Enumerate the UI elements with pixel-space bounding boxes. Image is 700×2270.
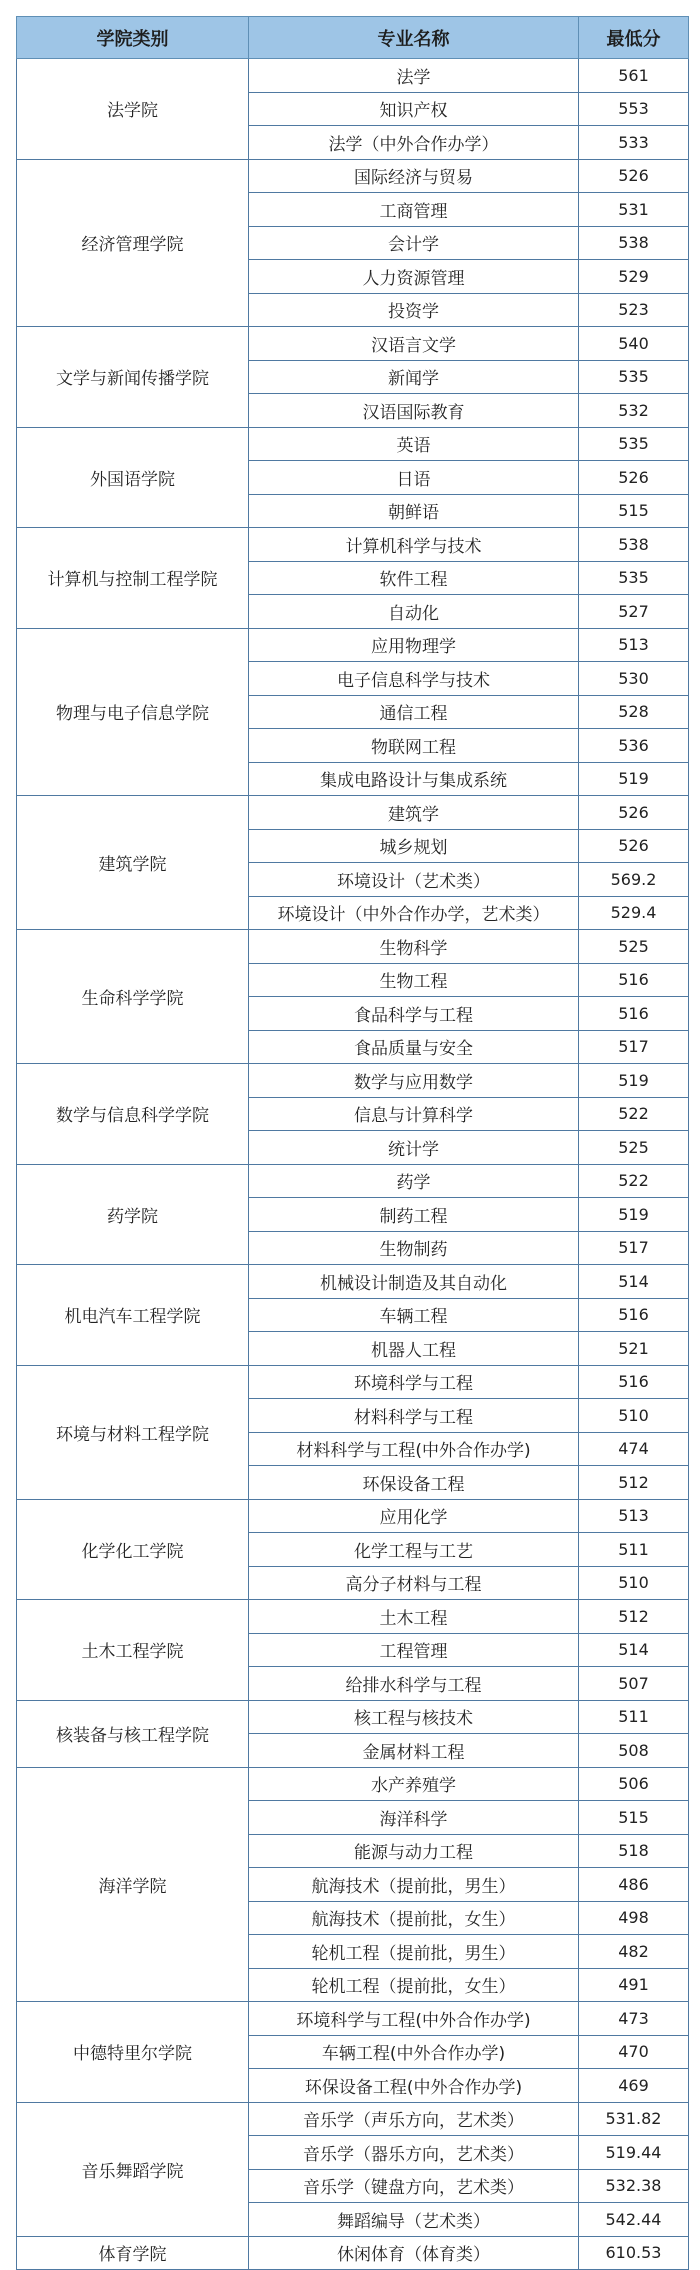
min-score-cell: 506 [579, 1767, 689, 1801]
min-score-cell: 515 [579, 494, 689, 528]
min-score-cell: 533 [579, 126, 689, 160]
min-score-cell: 498 [579, 1901, 689, 1935]
min-score-cell: 535 [579, 427, 689, 461]
major-cell: 环境科学与工程 [249, 1365, 579, 1399]
major-cell: 制药工程 [249, 1198, 579, 1232]
major-cell: 法学（中外合作办学） [249, 126, 579, 160]
major-cell: 应用物理学 [249, 628, 579, 662]
table-row [17, 59, 689, 93]
min-score-cell: 530 [579, 662, 689, 696]
min-score-cell: 512 [579, 1466, 689, 1500]
min-score-cell: 526 [579, 159, 689, 193]
major-cell: 会计学 [249, 226, 579, 260]
college-cell: 化学化工学院 [17, 1499, 249, 1600]
header-college: 学院类别 [17, 17, 249, 59]
min-score-cell: 491 [579, 1968, 689, 2002]
table-row [17, 2236, 689, 2270]
major-cell: 材料科学与工程(中外合作办学) [249, 1432, 579, 1466]
major-cell: 英语 [249, 427, 579, 461]
admission-scores-table-wrapper [16, 16, 689, 2270]
min-score-cell: 518 [579, 1834, 689, 1868]
table-row [17, 427, 689, 461]
major-cell: 自动化 [249, 595, 579, 629]
major-cell: 金属材料工程 [249, 1734, 579, 1768]
major-cell: 集成电路设计与集成系统 [249, 762, 579, 796]
min-score-cell: 516 [579, 997, 689, 1031]
major-cell: 新闻学 [249, 360, 579, 394]
min-score-cell: 474 [579, 1432, 689, 1466]
min-score-cell: 469 [579, 2069, 689, 2103]
college-cell: 环境与材料工程学院 [17, 1365, 249, 1499]
major-cell: 法学 [249, 59, 579, 93]
college-cell: 建筑学院 [17, 796, 249, 930]
min-score-cell: 526 [579, 796, 689, 830]
college-cell: 海洋学院 [17, 1767, 249, 2002]
major-cell: 统计学 [249, 1131, 579, 1165]
major-cell: 航海技术（提前批，女生） [249, 1901, 579, 1935]
major-cell: 水产养殖学 [249, 1767, 579, 1801]
major-cell: 环保设备工程 [249, 1466, 579, 1500]
college-cell: 生命科学学院 [17, 930, 249, 1064]
table-row [17, 1600, 689, 1634]
major-cell: 药学 [249, 1164, 579, 1198]
table-row [17, 1365, 689, 1399]
major-cell: 知识产权 [249, 92, 579, 126]
major-cell: 汉语国际教育 [249, 394, 579, 428]
major-cell: 高分子材料与工程 [249, 1566, 579, 1600]
major-cell: 能源与动力工程 [249, 1834, 579, 1868]
min-score-cell: 531.82 [579, 2102, 689, 2136]
min-score-cell: 515 [579, 1801, 689, 1835]
major-cell: 建筑学 [249, 796, 579, 830]
major-cell: 环境设计（中外合作办学，艺术类） [249, 896, 579, 930]
min-score-cell: 510 [579, 1399, 689, 1433]
min-score-cell: 507 [579, 1667, 689, 1701]
major-cell: 计算机科学与技术 [249, 528, 579, 562]
major-cell: 轮机工程（提前批，女生） [249, 1968, 579, 2002]
min-score-cell: 473 [579, 2002, 689, 2036]
table-header [17, 17, 689, 59]
min-score-cell: 525 [579, 1131, 689, 1165]
min-score-cell: 511 [579, 1533, 689, 1567]
college-cell: 外国语学院 [17, 427, 249, 528]
min-score-cell: 517 [579, 1231, 689, 1265]
min-score-cell: 510 [579, 1566, 689, 1600]
min-score-cell: 553 [579, 92, 689, 126]
min-score-cell: 529.4 [579, 896, 689, 930]
major-cell: 投资学 [249, 293, 579, 327]
min-score-cell: 514 [579, 1633, 689, 1667]
major-cell: 汉语言文学 [249, 327, 579, 361]
table-row [17, 796, 689, 830]
major-cell: 生物工程 [249, 963, 579, 997]
table-body [17, 59, 689, 2270]
min-score-cell: 519 [579, 762, 689, 796]
min-score-cell: 516 [579, 963, 689, 997]
min-score-cell: 527 [579, 595, 689, 629]
min-score-cell: 522 [579, 1097, 689, 1131]
major-cell: 航海技术（提前批，男生） [249, 1868, 579, 1902]
min-score-cell: 538 [579, 226, 689, 260]
major-cell: 土木工程 [249, 1600, 579, 1634]
min-score-cell: 536 [579, 729, 689, 763]
major-cell: 环境设计（艺术类） [249, 863, 579, 897]
college-cell: 机电汽车工程学院 [17, 1265, 249, 1366]
min-score-cell: 513 [579, 1499, 689, 1533]
table-row [17, 628, 689, 662]
major-cell: 车辆工程 [249, 1298, 579, 1332]
table-row [17, 1700, 689, 1734]
major-cell: 音乐学（键盘方向，艺术类） [249, 2169, 579, 2203]
major-cell: 生物科学 [249, 930, 579, 964]
min-score-cell: 519 [579, 1198, 689, 1232]
major-cell: 核工程与核技术 [249, 1700, 579, 1734]
table-row [17, 1265, 689, 1299]
min-score-cell: 482 [579, 1935, 689, 1969]
min-score-cell: 610.53 [579, 2236, 689, 2270]
major-cell: 数学与应用数学 [249, 1064, 579, 1098]
header-row [17, 17, 689, 59]
major-cell: 食品科学与工程 [249, 997, 579, 1031]
major-cell: 应用化学 [249, 1499, 579, 1533]
college-cell: 物理与电子信息学院 [17, 628, 249, 796]
min-score-cell: 516 [579, 1298, 689, 1332]
college-cell: 音乐舞蹈学院 [17, 2102, 249, 2236]
table-row [17, 1064, 689, 1098]
min-score-cell: 516 [579, 1365, 689, 1399]
college-cell: 计算机与控制工程学院 [17, 528, 249, 629]
major-cell: 工商管理 [249, 193, 579, 227]
min-score-cell: 511 [579, 1700, 689, 1734]
min-score-cell: 517 [579, 1030, 689, 1064]
college-cell: 土木工程学院 [17, 1600, 249, 1701]
major-cell: 休闲体育（体育类） [249, 2236, 579, 2270]
min-score-cell: 470 [579, 2035, 689, 2069]
major-cell: 音乐学（器乐方向，艺术类） [249, 2136, 579, 2170]
min-score-cell: 569.2 [579, 863, 689, 897]
major-cell: 通信工程 [249, 695, 579, 729]
min-score-cell: 529 [579, 260, 689, 294]
min-score-cell: 532.38 [579, 2169, 689, 2203]
major-cell: 日语 [249, 461, 579, 495]
major-cell: 环保设备工程(中外合作办学) [249, 2069, 579, 2103]
college-cell: 核装备与核工程学院 [17, 1700, 249, 1767]
min-score-cell: 535 [579, 561, 689, 595]
table-row [17, 159, 689, 193]
college-cell: 文学与新闻传播学院 [17, 327, 249, 428]
table-row [17, 528, 689, 562]
min-score-cell: 513 [579, 628, 689, 662]
major-cell: 城乡规划 [249, 829, 579, 863]
min-score-cell: 535 [579, 360, 689, 394]
table-row [17, 2102, 689, 2136]
table-row [17, 2002, 689, 2036]
min-score-cell: 519.44 [579, 2136, 689, 2170]
header-min-score: 最低分 [579, 17, 689, 59]
min-score-cell: 519 [579, 1064, 689, 1098]
header-major: 专业名称 [249, 17, 579, 59]
major-cell: 电子信息科学与技术 [249, 662, 579, 696]
major-cell: 音乐学（声乐方向，艺术类） [249, 2102, 579, 2136]
min-score-cell: 508 [579, 1734, 689, 1768]
min-score-cell: 528 [579, 695, 689, 729]
min-score-cell: 514 [579, 1265, 689, 1299]
major-cell: 生物制药 [249, 1231, 579, 1265]
min-score-cell: 532 [579, 394, 689, 428]
major-cell: 信息与计算科学 [249, 1097, 579, 1131]
college-cell: 数学与信息科学学院 [17, 1064, 249, 1165]
college-cell: 中德特里尔学院 [17, 2002, 249, 2103]
major-cell: 朝鲜语 [249, 494, 579, 528]
major-cell: 国际经济与贸易 [249, 159, 579, 193]
college-cell: 法学院 [17, 59, 249, 160]
min-score-cell: 523 [579, 293, 689, 327]
min-score-cell: 526 [579, 461, 689, 495]
min-score-cell: 542.44 [579, 2203, 689, 2237]
college-cell: 药学院 [17, 1164, 249, 1265]
min-score-cell: 486 [579, 1868, 689, 1902]
admission-scores-table [16, 16, 689, 2270]
major-cell: 软件工程 [249, 561, 579, 595]
major-cell: 海洋科学 [249, 1801, 579, 1835]
major-cell: 人力资源管理 [249, 260, 579, 294]
min-score-cell: 526 [579, 829, 689, 863]
min-score-cell: 525 [579, 930, 689, 964]
major-cell: 化学工程与工艺 [249, 1533, 579, 1567]
major-cell: 食品质量与安全 [249, 1030, 579, 1064]
table-row [17, 327, 689, 361]
min-score-cell: 540 [579, 327, 689, 361]
major-cell: 车辆工程(中外合作办学) [249, 2035, 579, 2069]
college-cell: 体育学院 [17, 2236, 249, 2270]
min-score-cell: 531 [579, 193, 689, 227]
major-cell: 环境科学与工程(中外合作办学) [249, 2002, 579, 2036]
college-cell: 经济管理学院 [17, 159, 249, 327]
major-cell: 机器人工程 [249, 1332, 579, 1366]
min-score-cell: 538 [579, 528, 689, 562]
table-row [17, 1767, 689, 1801]
table-row [17, 1164, 689, 1198]
major-cell: 物联网工程 [249, 729, 579, 763]
major-cell: 轮机工程（提前批，男生） [249, 1935, 579, 1969]
major-cell: 工程管理 [249, 1633, 579, 1667]
min-score-cell: 512 [579, 1600, 689, 1634]
table-row [17, 930, 689, 964]
min-score-cell: 561 [579, 59, 689, 93]
major-cell: 给排水科学与工程 [249, 1667, 579, 1701]
major-cell: 机械设计制造及其自动化 [249, 1265, 579, 1299]
table-row [17, 1499, 689, 1533]
major-cell: 材料科学与工程 [249, 1399, 579, 1433]
min-score-cell: 522 [579, 1164, 689, 1198]
major-cell: 舞蹈编导（艺术类） [249, 2203, 579, 2237]
min-score-cell: 521 [579, 1332, 689, 1366]
